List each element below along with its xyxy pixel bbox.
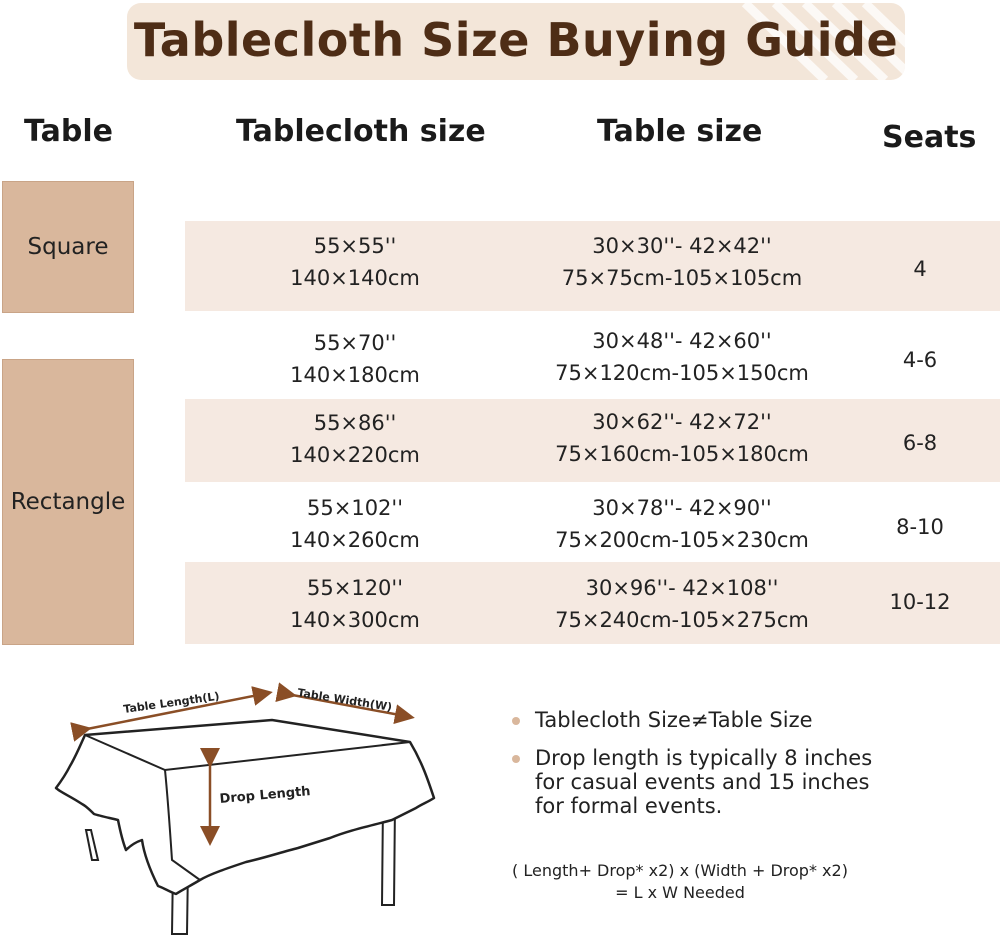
cloth-size-cm: 140×300cm bbox=[290, 608, 420, 632]
table-size-cm: 75×75cm-105×105cm bbox=[561, 266, 803, 290]
formula-line: = L x W Needed bbox=[615, 883, 745, 902]
table-size-inches: 30×62''- 42×72'' bbox=[592, 410, 772, 434]
cloth-size-cm: 140×220cm bbox=[290, 443, 420, 467]
note-text: for formal events. bbox=[535, 794, 723, 818]
note-text: Drop length is typically 8 inches bbox=[535, 746, 873, 770]
table-size-cm: 75×160cm-105×180cm bbox=[555, 442, 809, 466]
length-label: Table Length(L) bbox=[122, 689, 221, 716]
table-size-cm: 75×200cm-105×230cm bbox=[555, 528, 809, 552]
drop-label: Drop Length bbox=[219, 784, 312, 807]
table-row-table-size bbox=[532, 492, 832, 556]
table-type-rectangle-label: Rectangle bbox=[10, 489, 126, 515]
list-item bbox=[512, 746, 992, 818]
notes-list bbox=[512, 708, 992, 832]
table-type-square bbox=[2, 181, 134, 313]
table-row-table-size bbox=[532, 230, 832, 294]
table-row-cloth-size bbox=[230, 572, 480, 636]
table-row-table-size bbox=[532, 572, 832, 636]
width-label: Table Width(W) bbox=[296, 686, 393, 714]
table-row-cloth-size bbox=[230, 407, 480, 471]
table-size-cm: 75×120cm-105×150cm bbox=[555, 361, 809, 385]
table-row-seats: 4-6 bbox=[902, 348, 938, 372]
formula-line: ( Length+ Drop* x2) x (Width + Drop* x2) bbox=[512, 861, 848, 880]
header-seats: Seats bbox=[882, 120, 977, 155]
cloth-size-inches: 55×120'' bbox=[307, 576, 403, 600]
cloth-size-inches: 55×55'' bbox=[313, 234, 397, 258]
table-size-cm: 75×240cm-105×275cm bbox=[555, 608, 809, 632]
cloth-size-cm: 140×180cm bbox=[290, 363, 420, 387]
list-item bbox=[512, 708, 992, 732]
tablecloth-diagram bbox=[50, 680, 450, 939]
table-size-inches: 30×96''- 42×108'' bbox=[585, 576, 779, 600]
page-title: Tablecloth Size Buying Guide bbox=[133, 13, 899, 67]
table-size-inches: 30×30''- 42×42'' bbox=[592, 234, 772, 258]
cloth-size-cm: 140×140cm bbox=[290, 266, 420, 290]
formula bbox=[500, 860, 860, 904]
cloth-size-inches: 55×86'' bbox=[313, 411, 397, 435]
table-row-seats: 10-12 bbox=[889, 590, 951, 614]
cloth-size-cm: 140×260cm bbox=[290, 528, 420, 552]
note-text: Tablecloth Size≠Table Size bbox=[535, 708, 813, 732]
header-tablecloth-size: Tablecloth size bbox=[236, 114, 486, 149]
bullet-dot-icon bbox=[512, 717, 520, 725]
table-size-inches: 30×48''- 42×60'' bbox=[592, 329, 772, 353]
cloth-size-inches: 55×102'' bbox=[307, 496, 403, 520]
cloth-size-inches: 55×70'' bbox=[313, 331, 397, 355]
table-row-seats: 4 bbox=[913, 257, 927, 281]
table-row-table-size bbox=[532, 325, 832, 389]
table-type-rectangle bbox=[2, 359, 134, 645]
table-row-seats: 6-8 bbox=[902, 431, 938, 455]
bullet-dot-icon bbox=[512, 755, 520, 763]
table-row-cloth-size bbox=[230, 230, 480, 294]
table-row-table-size bbox=[532, 406, 832, 470]
table-size-inches: 30×78''- 42×90'' bbox=[592, 496, 772, 520]
table-row-cloth-size bbox=[230, 327, 480, 391]
title-banner bbox=[127, 3, 905, 80]
header-table: Table bbox=[24, 114, 113, 149]
table-type-square-label: Square bbox=[27, 234, 109, 260]
table-row-seats: 8-10 bbox=[896, 515, 944, 539]
header-table-size: Table size bbox=[597, 114, 763, 149]
table-row-cloth-size bbox=[230, 492, 480, 556]
note-text: for casual events and 15 inches bbox=[535, 770, 870, 794]
